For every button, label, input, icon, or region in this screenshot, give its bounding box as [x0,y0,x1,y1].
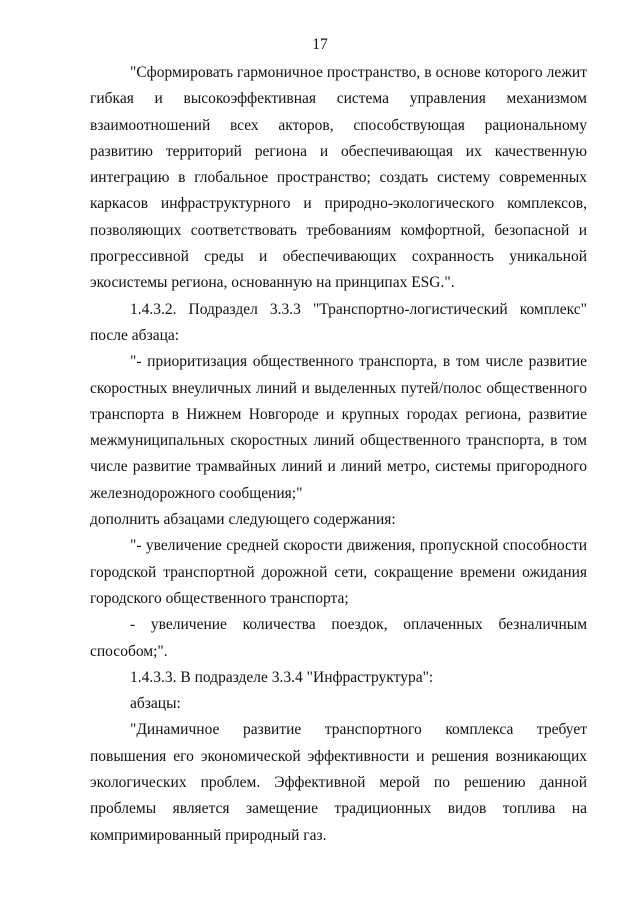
paragraph-supplement-intro: дополнить абзацами следующего содержания: [90,511,396,529]
paragraph-transport-priority-quote: "- приоритизация общественного транспорта, в том числе развитие скоростных внеуличных линий и выделенных путей/полос общественного транспорта в Нижнем Новгороде и крупных городах региона, развитие межмуниципальных скоростных линий общественного транспорта, в том числе развитие трамвайных линий и линий метро, системы пригородного железнодорожного сообщения;" [90,353,587,502]
page-number: 17 [312,36,328,53]
document-body [90,60,587,849]
paragraph-abzacy: абзацы: [130,695,181,713]
paragraph-gas-fuel: "Динамичное развитие транспортного комплекса требует повышения его экономической эффективности и решения возникающих экологических проблем. Эффективной мерой по решению данной проблемы является замещение традиционных видов топлива на компримированный природный газ. [90,721,587,844]
paragraph-speed-increase: "- увеличение средней скорости движения, пропускной способности городской транспортной дорожной сети, сокращение времени ожидания городского общественного транспорта; [90,537,587,607]
paragraph-cashless-trips: - увеличение количества поездок, оплаченных безналичным способом;". [90,616,587,660]
paragraph-1-4-3-3: 1.4.3.3. В подразделе 3.3.4 "Инфраструктура": [130,668,434,686]
paragraph-goal-quote: "Сформировать гармоничное пространство, в основе которого лежит гибкая и высокоэффективная система управления механизмом взаимоотношений всех акторов, способствующая рациональному развитию территорий региона и обеспечивающая их качественную интеграцию в глобальное пространство; создать систему современных каркасов инфраструктурного и природно-экологического комплексов, позволяющих соответствовать требованиям комфортной, безопасной и прогрессивной среды и обеспечивающих сохранность уникальной экосистемы региона, основанную на принципах ESG.". [90,64,587,292]
paragraph-1-4-3-2: 1.4.3.2. Подраздел 3.3.3 "Транспортно-логистический комплекс" после абзаца: [90,300,587,344]
